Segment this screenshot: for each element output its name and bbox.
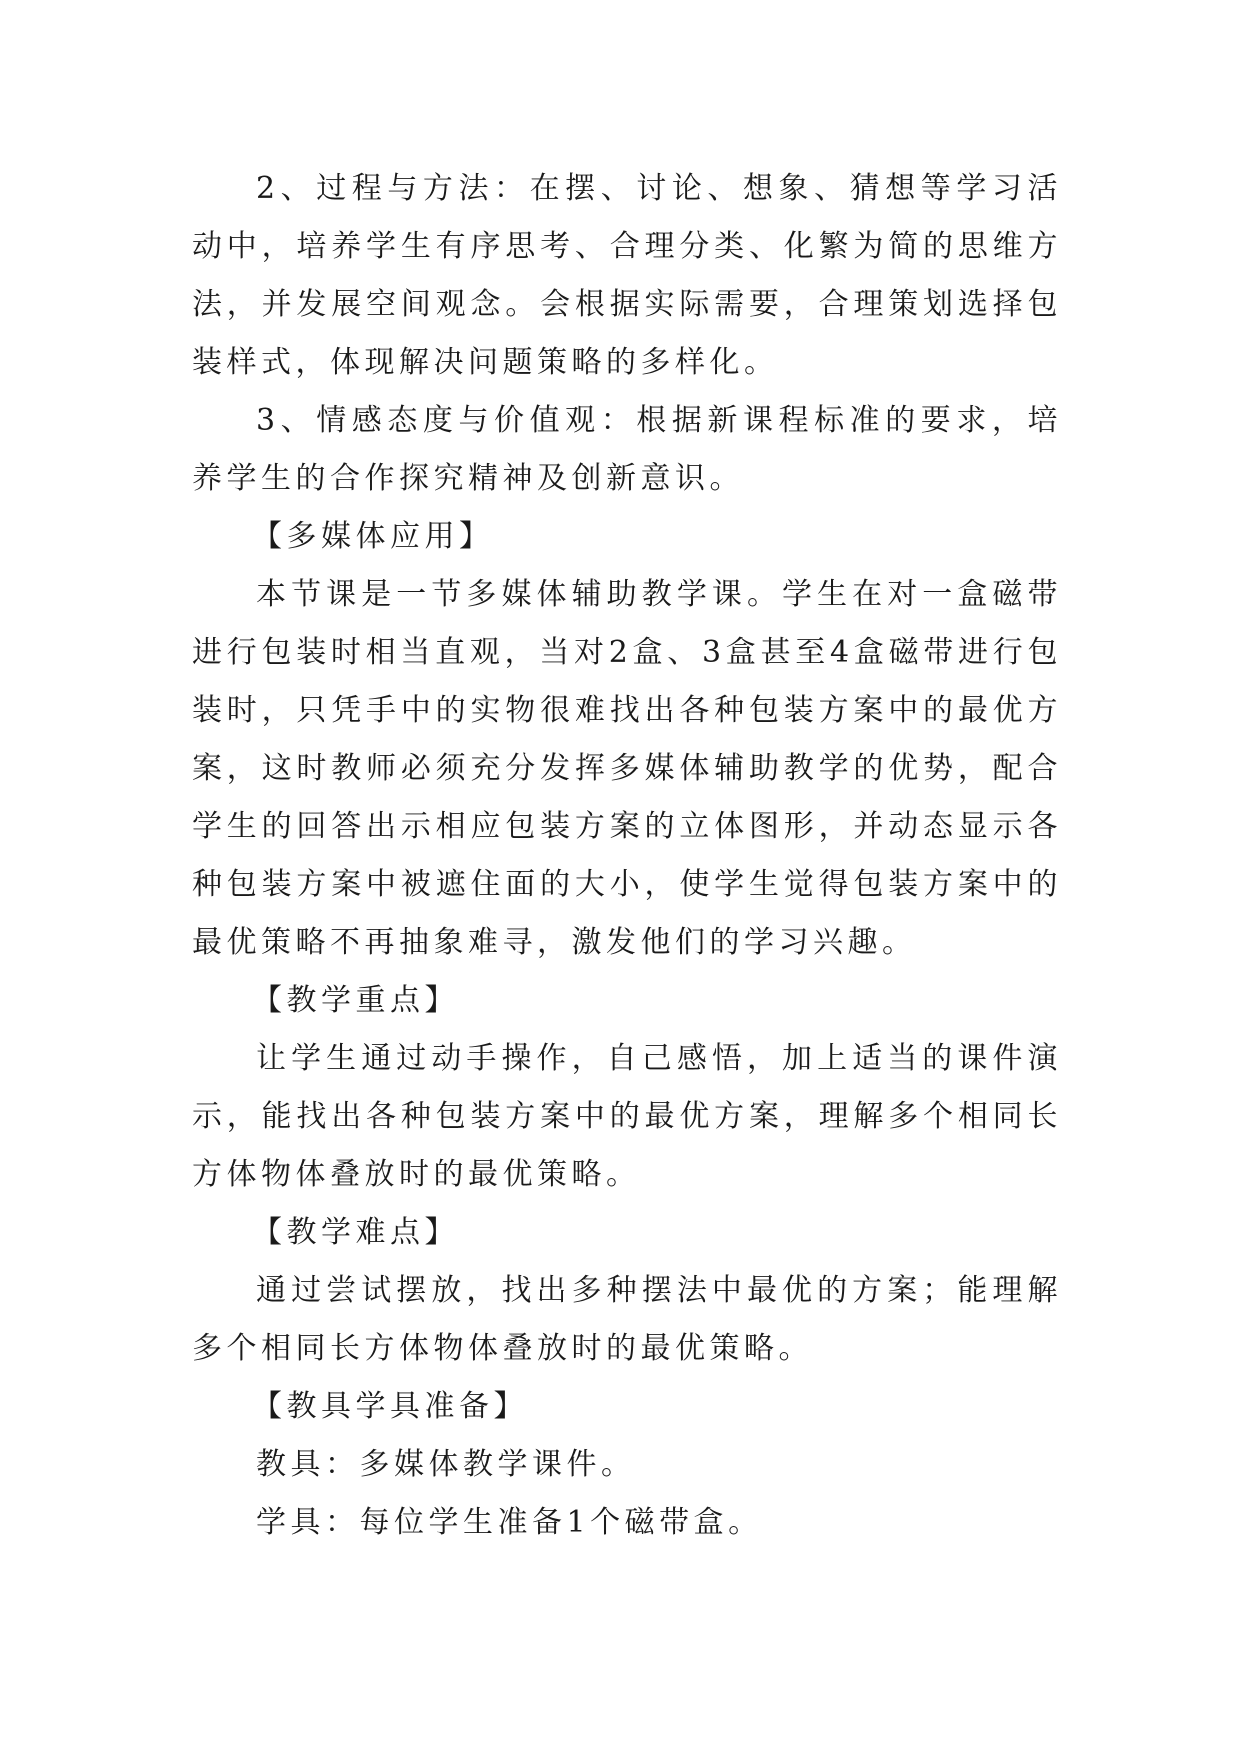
heading-key-points: 【教学重点】	[252, 983, 459, 1018]
paragraph-emotion-values: 3、情感态度与价值观：根据新课程标准的要求，培养学生的合作探究精神及创新意识。	[192, 403, 1062, 496]
paragraph-key-points: 让学生通过动手操作，自己感悟，加上适当的课件演示，能找出各种包装方案中的最优方案，理解多个相同长方体物体叠放时的最优策略。	[192, 1041, 1062, 1192]
heading-materials: 【教具学具准备】	[252, 1389, 528, 1424]
paragraph-multimedia: 本节课是一节多媒体辅助教学课。学生在对一盒磁带进行包装时相当直观，当对2盒、3盒甚至4盒磁带进行包装时，只凭手中的实物很难找出各种包装方案中的最优方案，这时教师必须充分发挥多媒体辅助教学的优势，配合学生的回答出示相应包装方案的立体图形，并动态显示各种包装方案中被遮住面的大小，使学生觉得包装方案中的最优策略不再抽象难寻，激发他们的学习兴趣。	[192, 577, 1062, 960]
document-body	[192, 160, 1062, 1552]
paragraph-student-materials: 学具：每位学生准备1个磁带盒。	[256, 1505, 763, 1540]
paragraph-process-methods: 2、过程与方法：在摆、讨论、想象、猜想等学习活动中，培养学生有序思考、合理分类、化繁为简的思维方法，并发展空间观念。会根据实际需要，合理策划选择包装样式，体现解决问题策略的多样化。	[192, 171, 1062, 380]
heading-difficulties: 【教学难点】	[252, 1215, 459, 1250]
paragraph-difficulties: 通过尝试摆放，找出多种摆法中最优的方案；能理解多个相同长方体物体叠放时的最优策略。	[192, 1273, 1062, 1366]
paragraph-teacher-materials: 教具：多媒体教学课件。	[256, 1447, 636, 1482]
heading-multimedia: 【多媒体应用】	[252, 519, 494, 554]
